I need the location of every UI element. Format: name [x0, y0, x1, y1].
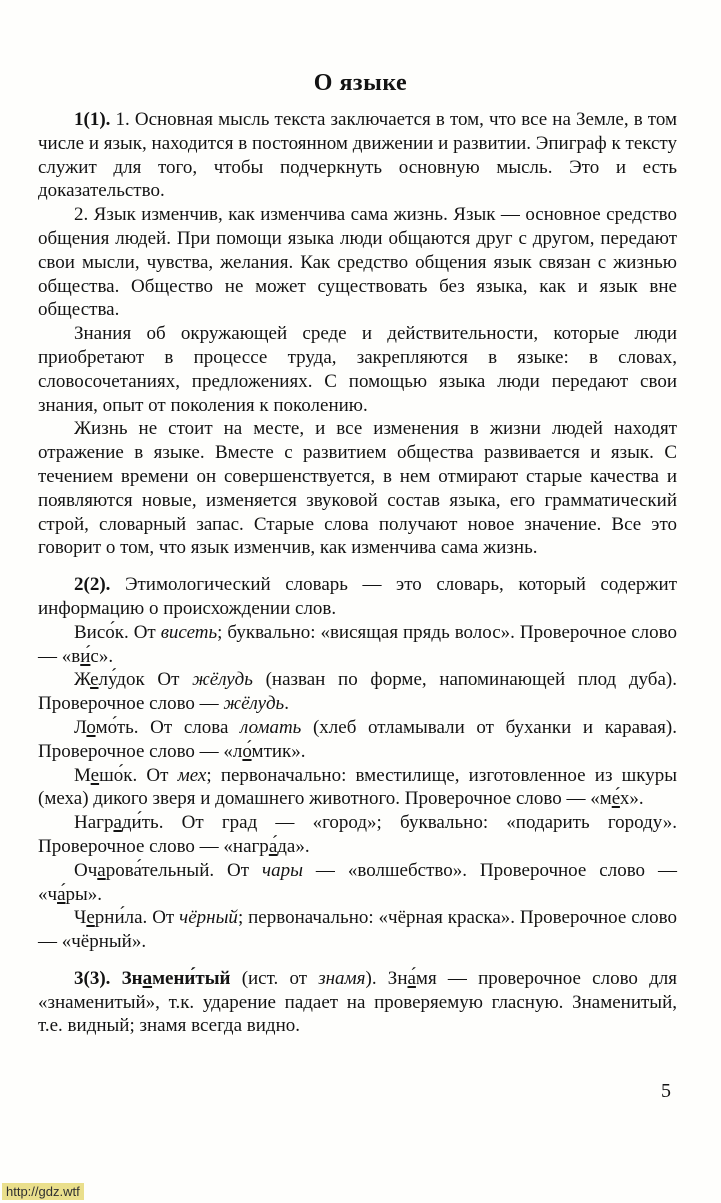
page-title: О языке — [313, 70, 408, 96]
paragraph — [38, 668, 677, 716]
text-run: Нагр — [74, 812, 114, 834]
text-run: Этимологический словарь — это словарь, который содержит информацию о происхождении слов. — [38, 574, 677, 619]
text-run: а — [142, 967, 153, 989]
text-run: ; первоначально: вместилище, изготовленное из шкуры (меха) дикого зверя и домашнего животного. Проверочное слово — «м — [38, 764, 678, 810]
text-run: висеть — [160, 621, 218, 643]
text-run: 1. Основная мысль текста заключается в том, что все на Земле, в том числе и язык, находится в постоянном движении и развитии. Эпиграф к тексту служит для того, чтобы подчеркнуть основную мысль. Это и есть доказательство. — [38, 109, 677, 202]
text-run: Висо́к. От — [74, 621, 161, 643]
text-run: 1(1). — [74, 109, 111, 130]
paragraph — [38, 716, 677, 764]
text-run: лу́док От — [98, 669, 193, 691]
text-run: мтик». — [251, 740, 306, 762]
text-run: — «волшебство». Проверочное слово — «ч — [38, 859, 677, 905]
text-run: а — [113, 812, 122, 834]
page-number: 5 — [661, 1080, 671, 1102]
text-run: и́ — [80, 645, 91, 667]
text-run: 2(2). — [74, 574, 111, 596]
text-run: (хлеб отламывали от буханки и каравая). Проверочное слово — «л — [38, 716, 677, 762]
text-run: жёлудь — [192, 669, 253, 691]
text-run: а́ — [57, 883, 66, 905]
text-run: о́ — [242, 740, 252, 762]
paragraph — [38, 764, 677, 812]
text-run: ломать — [240, 716, 302, 738]
text-run: Л — [74, 716, 87, 738]
text-run: ). Зн — [365, 967, 408, 989]
paragraph — [38, 967, 677, 1038]
text-run: е — [86, 907, 95, 929]
text-run: М — [74, 764, 91, 786]
paragraph — [38, 621, 677, 669]
text-run: шо́к. От — [99, 764, 178, 786]
text-run: ; первоначально: «чёрная краска». Проверочное слово — «чёрный». — [38, 907, 677, 953]
text-run: рни́ла. От — [94, 907, 180, 929]
paragraph — [38, 811, 677, 859]
text-run: чары — [262, 859, 303, 881]
paragraph — [38, 573, 677, 621]
text-run: мо́ть. От слова — [95, 716, 241, 738]
paragraph — [38, 108, 677, 203]
text-run: жёлудь — [223, 693, 285, 715]
text-run: х». — [619, 788, 644, 810]
text-run: 2. Язык изменчив, как изменчива сама жизнь. Язык — основное средство общения людей. При помощи языка люди общаются друг с другом, передают свои мысли, чувства, желания. Как средство общения язык связан с жизнью общества. Общество не может существовать без языка, как и язык вне общества. — [38, 204, 677, 321]
text-run: (ист. от — [230, 967, 319, 989]
paragraph — [38, 322, 677, 417]
paragraph — [38, 906, 677, 954]
text-run: а — [97, 859, 106, 881]
text-run: знамя — [318, 967, 366, 989]
text-run: ди́ть. От град — «город»; буквально: «подарить городу». Проверочное слово — «нагр — [38, 812, 677, 857]
paragraph — [38, 859, 677, 907]
text-run: ; буквально: «висящая прядь волос». Проверочное слово — «в — [38, 621, 677, 667]
text-run: о — [86, 716, 96, 738]
paragraph — [38, 203, 677, 322]
text-run: чёрный — [179, 907, 238, 929]
text-run: Ж — [74, 669, 91, 691]
text-run: Жизнь не стоит на месте, и все изменения в жизни людей находят отражение в языке. Вместе с развитием общества развивается и язык. С течением времени он совершенствуется, в нем отмирают старые качества и появляются новые, изменяется звуковой состав языка, его грамматический строй, словарный запас. Старые слова получают новое значение. Все это говорит о том, что язык изменчив, как изменчива сама жизнь. — [38, 418, 677, 559]
text-run: да». — [277, 835, 310, 857]
watermark-url: http://gdz.wtf — [2, 1183, 84, 1200]
paragraph — [38, 417, 677, 560]
document-body — [0, 97, 721, 1038]
text-run: (назван по форме, напоминающей плод дуба). Проверочное слово — — [38, 669, 677, 715]
text-run: . — [284, 693, 289, 715]
text-run: мех — [177, 764, 207, 786]
text-run: а́ — [268, 835, 278, 857]
text-run: ры». — [65, 883, 103, 905]
text-run: Оч — [74, 859, 98, 881]
text-run: мени́тый — [152, 967, 231, 989]
text-run: е́ — [611, 788, 620, 810]
text-run: е — [90, 669, 99, 691]
text-run: с». — [90, 645, 114, 667]
text-run: а́ — [407, 967, 416, 989]
text-run: 3(3). Зн — [74, 967, 143, 989]
text-run: Знания об окружающей среде и действительности, которые люди приобретают в процессе труда, закрепляются в языке: в словах, словосочетаниях, предложениях. С помощью языка люди передают свои знания, опыт от поколения к поколению. — [38, 323, 677, 416]
text-run: Ч — [74, 907, 87, 929]
text-run: рова́тельный. От — [105, 859, 263, 881]
text-run: мя — проверочное слово для «знаменитый», т.к. ударение падает на проверяемую гласную. Знаменитый, т.е. видный; знамя всегда видно. — [38, 967, 678, 1037]
text-run: е — [90, 764, 100, 786]
